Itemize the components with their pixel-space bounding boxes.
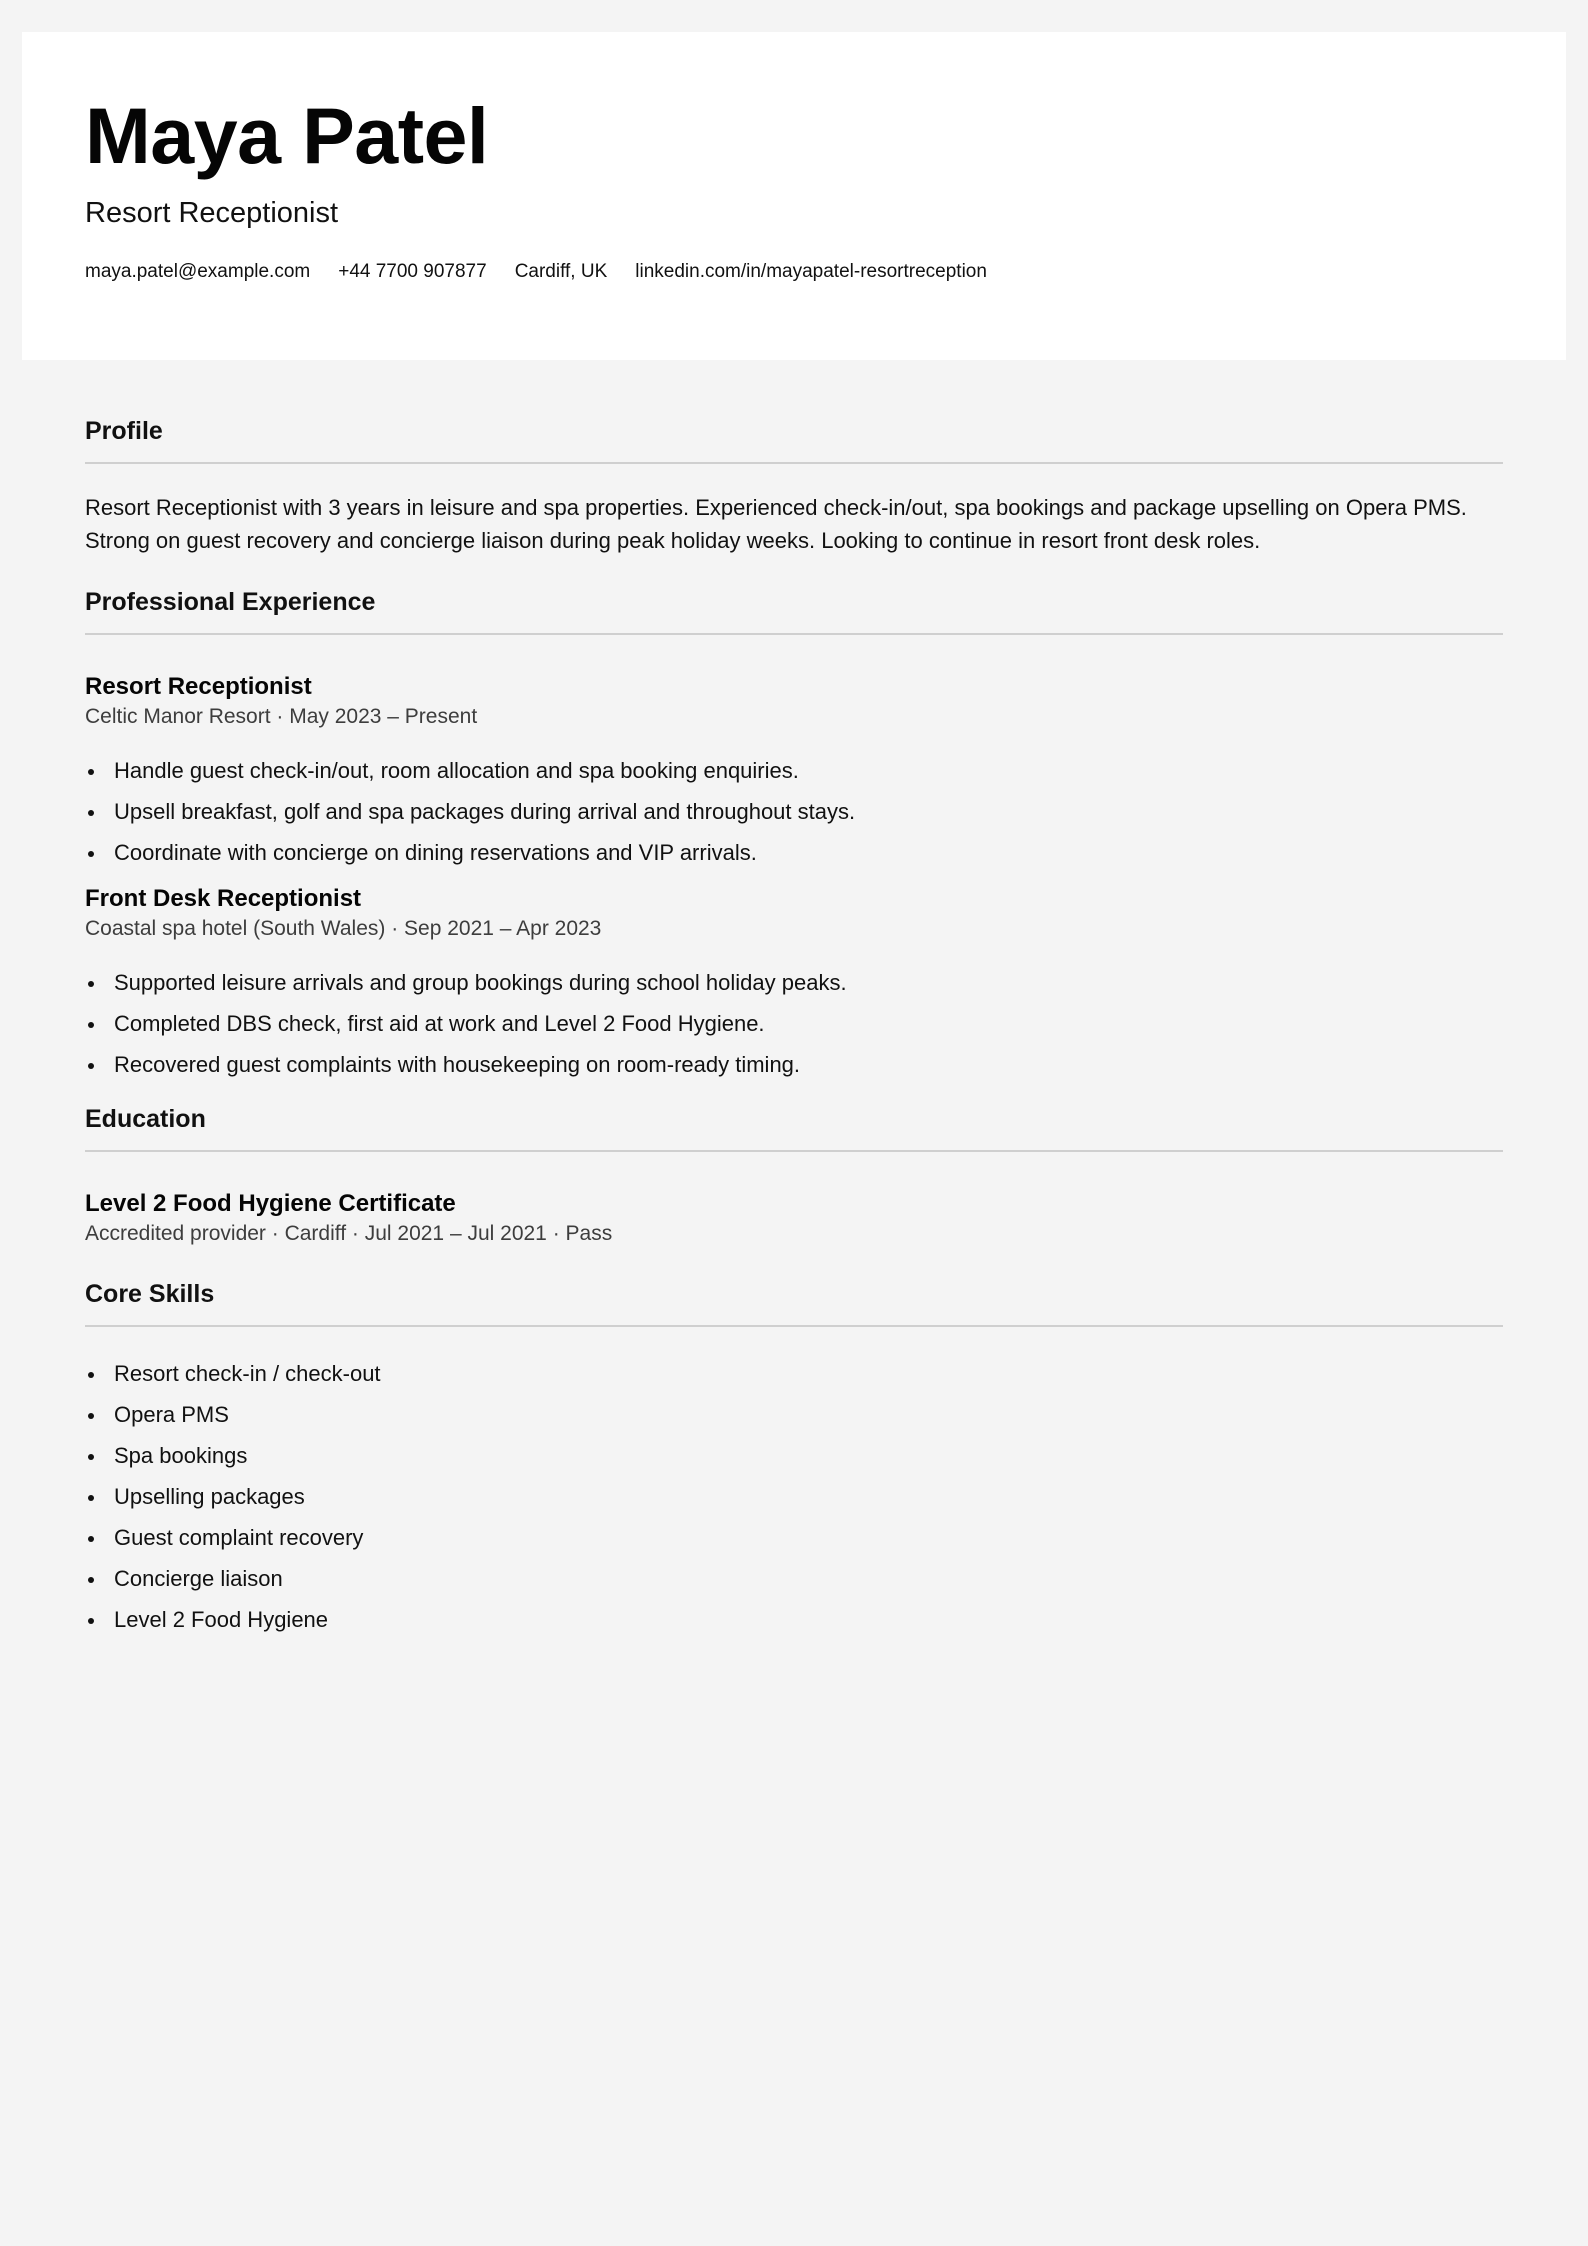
section-heading-education: Education <box>85 1104 1503 1152</box>
education-entry <box>85 1189 1503 1249</box>
skill-item: Guest complaint recovery <box>85 1517 1503 1558</box>
candidate-title: Resort Receptionist <box>85 197 339 229</box>
job-bullet: Completed DBS check, first aid at work and Level 2 Food Hygiene. <box>85 1003 1503 1044</box>
job-meta: Coastal spa hotel (South Wales) · Sep 2021 – Apr 2023 <box>85 917 602 940</box>
resume-body <box>85 416 1503 1640</box>
experience-section <box>85 587 1503 1085</box>
education-title: Level 2 Food Hygiene Certificate <box>85 1190 456 1217</box>
section-heading-skills: Core Skills <box>85 1279 1503 1327</box>
skill-item: Opera PMS <box>85 1394 1503 1435</box>
section-heading-profile: Profile <box>85 416 1503 464</box>
profile-summary: Resort Receptionist with 3 years in leisure and spa properties. Experienced check-in/out, spa bookings and package upselling on Opera PMS. Strong on guest recovery and concierge liaison during peak holiday weeks. Looking to continue in resort front desk roles. <box>85 495 1467 553</box>
profile-section <box>85 416 1503 557</box>
job-meta: Celtic Manor Resort · May 2023 – Present <box>85 705 478 728</box>
job-title: Resort Receptionist <box>85 673 312 700</box>
job-bullet: Recovered guest complaints with housekeeping on room-ready timing. <box>85 1044 1503 1085</box>
job-bullet: Handle guest check-in/out, room allocation and spa booking enquiries. <box>85 750 1503 791</box>
job-entry <box>85 672 1503 873</box>
education-section <box>85 1104 1503 1249</box>
job-bullets <box>85 962 1503 1085</box>
skill-item: Upselling packages <box>85 1476 1503 1517</box>
contact-email: maya.patel@example.com <box>85 261 311 282</box>
education-meta: Accredited provider · Cardiff · Jul 2021 – Jul 2021 · Pass <box>85 1222 613 1245</box>
skill-item: Concierge liaison <box>85 1558 1503 1599</box>
skills-list <box>85 1353 1503 1640</box>
resume-header <box>22 32 1566 360</box>
job-entry <box>85 884 1503 1085</box>
candidate-name: Maya Patel <box>85 91 489 180</box>
skill-item: Resort check-in / check-out <box>85 1353 1503 1394</box>
section-heading-experience: Professional Experience <box>85 587 1503 635</box>
skill-item: Spa bookings <box>85 1435 1503 1476</box>
job-title: Front Desk Receptionist <box>85 885 362 912</box>
job-bullet: Supported leisure arrivals and group bookings during school holiday peaks. <box>85 962 1503 1003</box>
contact-info <box>85 261 1015 284</box>
contact-linkedin: linkedin.com/in/mayapatel-resortreception <box>635 261 987 282</box>
job-bullet: Upsell breakfast, golf and spa packages during arrival and throughout stays. <box>85 791 1503 832</box>
job-bullet: Coordinate with concierge on dining reservations and VIP arrivals. <box>85 832 1503 873</box>
skill-item: Level 2 Food Hygiene <box>85 1599 1503 1640</box>
job-bullets <box>85 750 1503 873</box>
skills-section <box>85 1279 1503 1640</box>
contact-location: Cardiff, UK <box>514 261 608 282</box>
contact-phone: +44 7700 907877 <box>338 261 487 282</box>
